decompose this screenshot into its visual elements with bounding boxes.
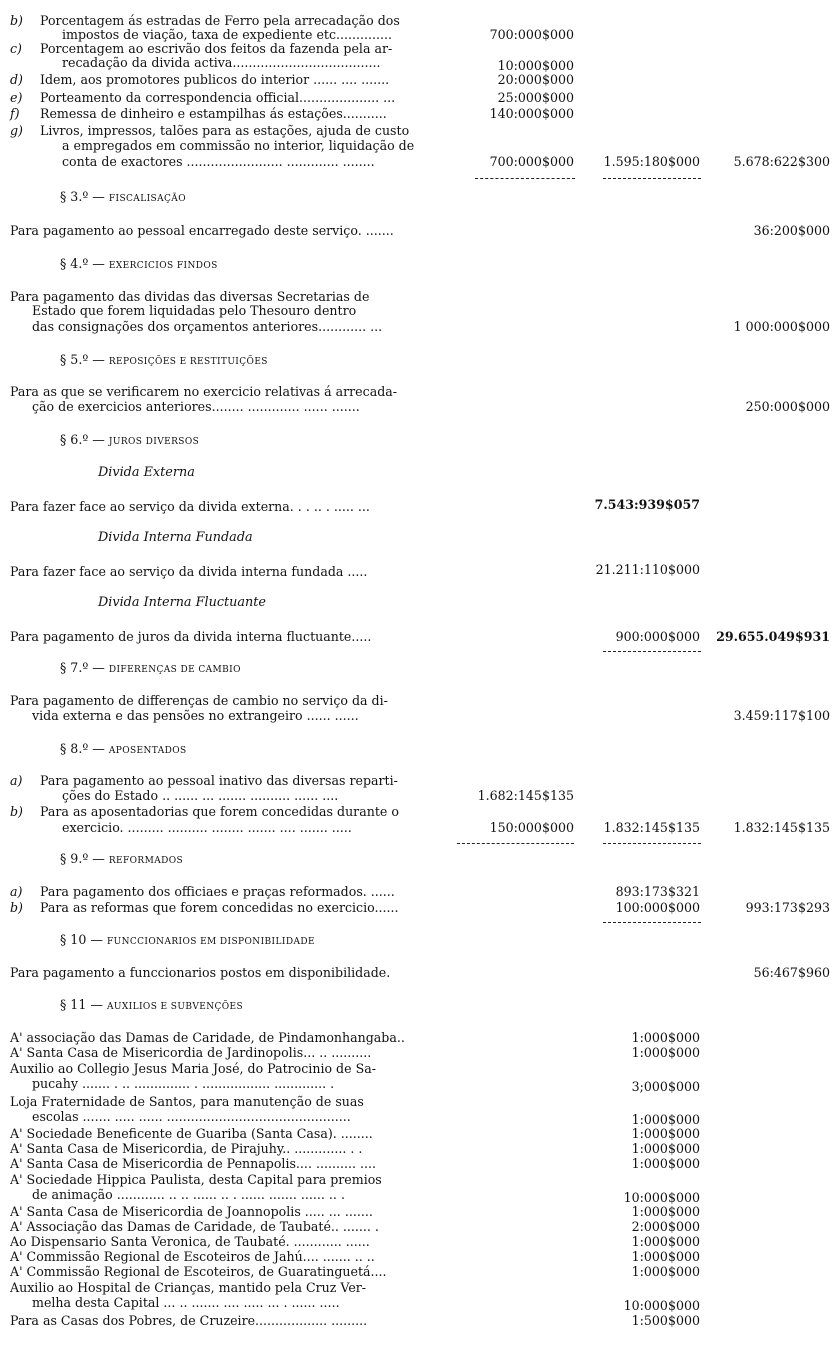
section-3-heading [60,190,186,206]
item-a-label: a) [10,884,23,899]
aux-02-amount: 1:000$000 [631,1045,700,1060]
aux-07-amount: 1:000$000 [631,1156,700,1171]
item-g-line2: a empregados em commissão no interior, liquidação de [62,138,415,153]
section-6-heading [60,433,199,449]
section-title: FUNCCIONARIOS EM DISPONIBILIDADE [106,937,315,947]
rule [603,843,701,844]
aux-06-text: A' Santa Casa de Misericordia, de Pirajuhy.. ............. . . [10,1141,363,1156]
aux-09-amount: 1:000$000 [631,1204,700,1219]
aux-04-line2: escolas ....... ..... ...... .............................................. [32,1109,351,1124]
section-number: § 3.º — [60,189,105,204]
divida-externa-text: Para fazer face ao serviço da divida externa. . . .. . ..... ... [10,499,370,514]
section-8-total-col2: 1.832:145$135 [603,820,700,835]
item-b-line1: Para as aposentadorias que forem concedidas durante o [40,804,399,819]
aux-15-text: Para as Casas dos Pobres, de Cruzeire.................. ......... [10,1313,368,1328]
section-7-line2: vida externa e das pensões no extrangeiro ...... ...... [32,708,359,723]
aux-06-amount: 1:000$000 [631,1141,700,1156]
section-7-amount: 3.459:117$100 [733,708,830,723]
section-title: AUXILIOS E SUBVENÇÕES [106,1002,244,1012]
section-title: REPOSIÇÕES E RESTITUIÇÕES [108,357,268,367]
item-e-label: e) [10,90,23,105]
item-b-amount: 100:000$000 [615,900,700,915]
rule [603,651,701,652]
section-5-amount: 250:000$000 [745,399,830,414]
item-d-label: d) [10,72,23,87]
divida-externa-amount: 7.543:939$057 [594,497,700,512]
divida-fluctuante-amount: 900:000$000 [615,629,700,644]
aux-08-amount: 10:000$000 [623,1190,700,1205]
item-a-amount: 1.682:145$135 [477,788,574,803]
section-7-heading [60,661,241,677]
section-8-heading [60,742,187,758]
aux-05-amount: 1:000$000 [631,1126,700,1141]
item-b-label: b) [10,900,23,915]
aux-13-amount: 1:000$000 [631,1264,700,1279]
section-6-total: 29.655.049$931 [716,629,830,644]
item-a-line1: Para pagamento ao pessoal inativo das diversas reparti- [40,773,398,788]
section-5-line1: Para as que se verificarem no exercicio relativas á arrecada- [10,384,398,399]
aux-10-amount: 2:000$000 [631,1219,700,1234]
divida-fundada-heading: Divida Interna Fundada [98,530,253,545]
section-9-total: 993:173$293 [745,900,830,915]
section-title: APOSENTADOS [108,746,187,756]
aux-12-amount: 1:000$000 [631,1249,700,1264]
section-number: § 10 — [60,932,103,947]
item-b-amount: 150:000$000 [489,820,574,835]
block-a-total-col3: 5.678:622$300 [733,154,830,169]
aux-14-line2: melha desta Capital ... .. ....... .... ..... ... . ...... ..... [32,1295,340,1310]
section-5-line2: ção de exercicios anteriores........ ............. ...... ....... [32,399,360,414]
section-number: § 4.º — [60,256,105,271]
section-10-amount: 56:467$960 [753,965,830,980]
item-a-line1: Para pagamento dos officiaes e praças reformados. ...... [40,884,395,899]
item-g-line1: Livros, impressos, talões para as estações, ajuda de custo [40,123,410,138]
section-title: DIFERENÇAS DE CAMBIO [108,665,241,675]
section-8-total-col3: 1.832:145$135 [733,820,830,835]
aux-14-amount: 10:000$000 [623,1298,700,1313]
section-number: § 5.º — [60,352,105,367]
aux-04-line1: Loja Fraternidade de Santos, para manutenção de suas [10,1094,364,1109]
rule [603,922,701,923]
section-4-line3: das consignações dos orçamentos anteriores............ ... [32,319,383,334]
section-number: § 11 — [60,997,103,1012]
section-title: FISCALISAÇÃO [108,194,186,204]
item-d-amount: 20:000$000 [497,72,574,87]
section-title: JUROS DIVERSOS [108,437,200,447]
divida-externa-heading: Divida Externa [98,465,195,480]
item-g-amount: 700:000$000 [489,154,574,169]
section-7-line1: Para pagamento de differenças de cambio no serviço da di- [10,693,388,708]
aux-09-text: A' Santa Casa de Misericordia de Joannopolis ..... ... ....... [10,1204,373,1219]
item-b-line1: Para as reformas que forem concedidas no exercicio...... [40,900,399,915]
item-b-label: b) [10,13,23,28]
item-c-line1: Porcentagem ao escrivão dos feitos da fazenda pela ar- [40,41,393,56]
aux-07-text: A' Santa Casa de Misericordia de Pennapolis.... .......... .... [10,1156,376,1171]
aux-11-text: Ao Dispensario Santa Veronica, de Taubaté. ............ ...... [10,1234,370,1249]
section-4-line1: Para pagamento das dividas das diversas Secretarias de [10,289,370,304]
aux-08-line2: de animação ............ .. .. ...... .. . ...... ....... ...... .. . [32,1187,345,1202]
item-b-amount: 700:000$000 [489,27,574,42]
item-a-line2: ções do Estado .. ...... ... ....... .......... ...... .... [62,788,339,803]
section-number: § 8.º — [60,741,105,756]
item-a-amount: 893:173$321 [615,884,700,899]
section-number: § 9.º — [60,851,105,866]
section-9-heading [60,852,183,868]
block-a-total-col2: 1.595:180$000 [603,154,700,169]
item-g-line3: conta de exactores ........................ ............. ........ [62,154,375,169]
section-11-heading [60,998,243,1014]
item-f-label: f) [10,106,20,121]
aux-01-text: A' associação das Damas de Caridade, de Pindamonhangaba.. [10,1030,405,1045]
section-title: EXERCICIOS FINDOS [108,261,218,271]
section-number: § 6.º — [60,432,105,447]
section-4-amount: 1 000:000$000 [733,319,830,334]
rule [457,843,574,844]
section-3-text: Para pagamento ao pessoal encarregado deste serviço. ....... [10,223,394,238]
section-4-heading [60,257,218,273]
section-10-heading [60,933,315,949]
item-g-label: g) [10,123,23,138]
item-b-line2: impostos de viação, taxa de expediente etc.............. [62,27,393,42]
item-b-label: b) [10,804,23,819]
aux-04-amount: 1:000$000 [631,1112,700,1127]
item-b-line2: exercicio. ......... .......... ........ ....... .... ....... ..... [62,820,352,835]
item-a-label: a) [10,773,23,788]
section-5-heading [60,353,268,369]
item-c-label: c) [10,41,22,56]
item-c-line2: recadação da divida activa..................................... [62,55,381,70]
item-f-line1: Remessa de dinheiro e estampilhas ás estações........... [40,106,387,121]
item-c-amount: 10:000$000 [497,58,574,73]
aux-01-amount: 1:000$000 [631,1030,700,1045]
divida-fundada-amount: 21.211:110$000 [595,562,700,577]
aux-05-text: A' Sociedade Beneficente de Guariba (Santa Casa). ........ [10,1126,373,1141]
aux-14-line1: Auxilio ao Hospital de Crianças, mantido pela Cruz Ver- [10,1280,367,1295]
aux-03-line1: Auxilio ao Collegio Jesus Maria José, do Patrocinio de Sa- [10,1061,376,1076]
section-4-line2: Estado que forem liquidadas pelo Thesouro dentro [32,303,357,318]
aux-12-text: A' Commissão Regional de Escoteiros de Jahú.... ....... .. .. [10,1249,375,1264]
item-e-line1: Porteamento da correspondencia official.................... ... [40,90,396,105]
aux-02-text: A' Santa Casa de Misericordia de Jardinopolis... .. .......... [10,1045,372,1060]
aux-08-line1: A' Sociedade Hippica Paulista, desta Capital para premios [10,1172,382,1187]
divida-fluctuante-heading: Divida Interna Fluctuante [98,595,266,610]
aux-15-amount: 1:500$000 [631,1313,700,1328]
section-3-amount: 36:200$000 [753,223,830,238]
aux-03-line2: pucahy ....... . .. .............. . ................. ............. . [32,1076,335,1091]
item-e-amount: 25:000$000 [497,90,574,105]
rule [475,178,575,179]
section-title: REFORMADOS [108,856,184,866]
item-d-line1: Idem, aos promotores publicos do interior ...... .... ....... [40,72,390,87]
section-10-text: Para pagamento a funccionarios postos em disponibilidade. [10,965,391,980]
aux-13-text: A' Commissão Regional de Escoteiros, de Guaratinguetá.... [10,1264,387,1279]
item-b-line1: Porcentagem ás estradas de Ferro pela arrecadação dos [40,13,400,28]
item-f-amount: 140:000$000 [489,106,574,121]
aux-10-text: A' Associação das Damas de Caridade, de Taubaté.. ....... . [10,1219,379,1234]
divida-fluctuante-text: Para pagamento de juros da divida interna fluctuante..... [10,629,372,644]
aux-03-amount: 3;000$000 [631,1079,700,1094]
divida-fundada-text: Para fazer face ao serviço da divida interna fundada ..... [10,564,368,579]
rule [603,178,701,179]
aux-11-amount: 1:000$000 [631,1234,700,1249]
section-number: § 7.º — [60,660,105,675]
